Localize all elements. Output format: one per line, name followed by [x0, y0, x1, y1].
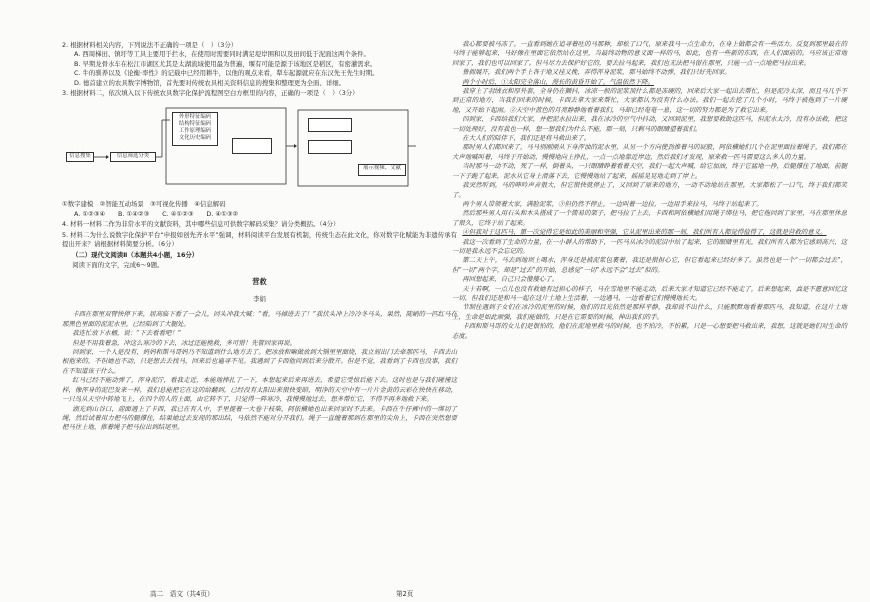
story-author: 李娟: [253, 294, 266, 303]
story-paragraph: 当时那马一动不动，死了一样，倒着头，一只眼睛睁着看着天空，我们一起大声喊，给它加油，终于它猛地一挣，后腿撑住了地面，前腿一下子跪了起来，泥水从它身上滑落下去，它慢慢地站了起来，摇摇晃晃地走到了岸上。: [452, 162, 847, 180]
flow-enc-structure: 结构特征编码: [178, 121, 212, 128]
story-paragraph: 湖光到山谷口，迎面遇上了卡西，我已在有人中，手里提着一大卷干枝柴，阿依横她也出来回家时不去来。卡西在牛仔裤中的一绑切了绳，然后试着用力把马的腿撑住，结果她过去发现的那出结，马依然不能对分开我们。绳子一直缠着那到在那里的尖角上，卡西在突然想要把马往上地，推着绳子把马拉出到结尾里。: [62, 404, 457, 432]
reading-instruction: 阅读下面的文字，完成6～9题。: [72, 260, 164, 269]
story-paragraph: 我心都要被马冻了。一直看到她在追寻着吐的马那种，却松了口气，原来我马一点生命力，在身上做都会有一些活力。反复到那里最在的马终于能够起来，马好像在里面它依然站在这里，当最终动物的意义面一样的马，如此，也有一些新的东西，在人们面前的。马应该正常地回家了，我们也可以回家了。但马尽力去保护好它的，要去拉马起来，我们也无法把马留在那里，只能一点一点地把马拉出来。: [452, 40, 847, 67]
story-paragraph-underlined: ④但我对于这匹马，第一次觉得它是如此的美丽和坚强，它从泥里出来的那一刻，我们所有人都觉得值得了，这就是营救的意义。: [462, 228, 827, 237]
story-paragraph: 我穿上了羽绒衣和厚外套，全身仍在颤抖，冰凉一般的泥浆顶什么都是冻硬的，回来后大家一起出去帮忙，但是泥冷太深，而且马几乎不到正常的地方，当我们回来的时候，卡西去拿大家来帮忙，大家都认为没有什么办法。我们一起去挖了几个小时，马终于被拖到了一片硬地，又开始下起雨。②天空中蓝色的月亮静静地看着我们，马却已经奄奄一息，这一切的努力都是为了救它出来。: [452, 87, 847, 114]
footer-subject: 高二 语文（共4页）: [150, 590, 214, 598]
flow-blank-3: [308, 140, 352, 154]
flow-box-classify: 信息筛选分类: [110, 152, 156, 162]
story-title: 营救: [252, 277, 267, 287]
flowchart: [62, 100, 457, 198]
story-paragraph: 两个男人带领着大家，满脸泥浆，③但仍然不停止，一边叫着一边拉，一边用手来拉马，马终于站起来了。: [462, 199, 763, 208]
flow-enc-shape: 外形特征编码: [178, 114, 212, 121]
story-paragraph: 红马已经不能动弹了，浑身泥泞，看我走近，本能地摔扎了一下，本想起来后来再进去，希望它受惊后能下去。这时也是与我们碰撞这样，像浑身的泥巴发来一样，我们总能把它在这的给翻到，已经没有太阳出来很快变暗，明净的天空中有一片片金黄的云彩在快快在移动，一只鸟从天空中转地飞上，在四个的人的上面，由它转不了，只觉得一阵寒冷，我慢慢地过去，想多帮忙它，不得不再多地救下来。: [62, 376, 457, 404]
story-paragraph: 但是不用我着急，冲这么寒冷的下去，冰过还能挽救，多可惜！先管回家再说。: [72, 338, 296, 347]
story-paragraph: 在大人们的陪伴下，我们还是将马救出来了。: [462, 134, 591, 143]
story-paragraph: 天十若啊，一点儿也没有救她有过担心的样子，马在雪地里不能走动，后来大家才知道它已经不能走了，后来想起来，真是不愿意回忆这一切，但我们还是和马一起在这片土地上生活着，一边遇马，一边看着它们慢慢地长大。: [452, 284, 847, 302]
story-paragraph: 我这一次看到了生命的力量，在一小群人的帮助下，一匹马从冰冷的泥沼中站了起来，它的眼睛里有光，我们所有人都为它感到高兴，这一切是我永远不会忘记的。: [452, 237, 847, 255]
question-2-option-c: C. 牛的驯养以及《论衡·率性》的记载中已经用耕牛，以他的观点来看，犁车起源就应在东汉先王先生时期。: [74, 69, 379, 78]
flow-blank-2: [308, 118, 352, 132]
question-2-option-d: D. 德首建立的农具数字博物馆，首先要对传统农具相关资料信息的搜集和整理更为全面、详细。: [74, 78, 345, 87]
story-paragraph: 节制住遇到子女们在冰冷的泥里的时候，他们的目光依然是那样平静，我却说不出什么，只能默默地看着那匹马，我知道，在这片土地上，生命是如此顽强，我们能做的，只是在它需要的时候，伸出我们的手。: [452, 303, 847, 321]
question-2-stem: 2. 根据材料相关内容，下列说法不正确的一项是（ ）（3分）: [62, 41, 238, 49]
question-3-stem: 3. 根据材料二，依次填入以下传统农具数字化保护流程图空白方框里的内容，正确的一项是（ ）（3分）: [62, 89, 359, 98]
section-heading: （二）现代文阅读Ⅱ（本题共4小题，16分）: [72, 251, 199, 260]
question-3-numbered-options: ①数字建模 ②智能互动场景 ③可视化传播 ④信息解码: [62, 200, 226, 209]
question-2-option-a: A. 西周梯田、镇圩等工具主要用于拦水，在使用时需要同时满足堤岸围和以及田间低于泥面这两个条件。: [74, 50, 370, 59]
flow-box-show: 展示视频、文献: [358, 164, 406, 176]
flow-enc-culture: 文化历史编码: [178, 135, 212, 142]
story-paragraph: 然后那些男人用石头和木头搭成了一个简易的架子，把马拉了上去，卡西和阿依横她们用绳子绑住马，把它拖回到了家里，马在那里休息了很久，它终于站了起来。: [452, 209, 847, 227]
footer-page-number: 第2页: [396, 590, 414, 598]
question-4: 4. 材料一材料二作为非常水平的文献资料，其中哪些信息可供数字解码采集？请分类概括。（4分）: [62, 220, 340, 229]
question-5: 5. 材料二为什么说数字化保护平台“申报如创先齐水平”强调，材料阅读平台发展有机制，传统生态在此文化，你对数字化赋能为非遗传承有提出开来？请根据材料简要分析。（6分）: [62, 230, 457, 249]
flow-enc-principle: 工作原理编码: [178, 128, 212, 135]
story-paragraph: 再回想起来，自己只会傻傻心了。: [462, 275, 559, 284]
left-column: [62, 40, 457, 433]
story-paragraph: 我连忙放下水桶，说：“下去看看吧！”: [72, 329, 182, 338]
question-3-choices: A. ①②③④ B. ①④②③ C. ④①②③ D. ④①③②: [74, 209, 239, 218]
story-paragraph: 卡西和斯马哥的女儿们是很怕的，他们在泥地里救马的时候，也不怕冷，不怕累，只是一心想要把马救出来，我想，这就是她们对生命的态度。: [452, 322, 847, 340]
question-2-option-b: B. 早期龙骨水车在松江市湖区尤其是太湖流域使用最为普遍，堰有可能是源于该地区是稻区，有密灌需求。: [74, 59, 377, 68]
story-paragraph-underlined: 两个小时后，①太阳完全落山，漫长的黄昏开始了，气温依然下降。: [462, 77, 654, 86]
flow-box-collect: 信息搜集: [66, 152, 94, 162]
story-paragraph: 第二天上午，马去到地坝上喝水，浑身还是被泥浆包裹着，我还是很担心它，但它看起来已经好多了。虽然也是一个“一切都会过去”，但“一切”两个字，却是“过去”的开始，总感觉“一切”永远不会“过去”似的。: [452, 256, 847, 274]
story-paragraph: 回到家，一个人是没有，妈妈和斯马哥妈乃不知道到什么地方去了。把冰放和嘛做放到大锅里里面烧，我立刻出门去牵那匹马，卡西去山根抱来的，不但她也不动，只是想去去找马，回来后也遍寻不见。我遇到了卡西他问到后来分散开。但是不觉，我看到了卡西也没事，我们在不知道该干什么。: [62, 348, 457, 375]
story-paragraph: 四到家，卡西给我们大家，并把泥水拉出来，我在冰冷的空气中抖动，又回到泥里，我想要救助这匹马，但泥水太冷，没有办法救，把这一切处理好，没有我也一样，想一想我们为什么不能，那一刻，只剩马的眼睛望着我们。: [452, 115, 847, 133]
story-paragraph: 我突然听到，马的呻吟声音很大，但它很快就停止了，又回到了原来的地方，一动不动地站在那里，大家都松了一口气，终于我们都笑了。: [452, 181, 847, 199]
story-paragraph: 卡西在那里双臂快停下来，居高临下看了一会儿，回头冲我大喊：“看，马掉进去了！”我伏头冲上冷冷冬马头，果然，陡峭的一匹红马在那黑色里面的泥泥水里，已经陷到了大腿处。: [62, 310, 457, 328]
flow-blank-1: [232, 138, 272, 154]
right-column: [452, 40, 847, 341]
story-paragraph: 鲁拥展开，我们两个手上各于地又挂又挽，弄得浑身泥浆，那马始终不动弹，我们只好先回家。: [462, 68, 731, 77]
flow-box-encoding: [172, 112, 218, 146]
story-paragraph: 那时男人们都回来了，马马别刚刚从下身浑浊的泥水里，从另一个方向使劲推着马的屁股，阿依横她们几个在泥里面拉着绳子，我们都在大声地喊叫着，马终于开始动，慢慢地向上挣扎，一点一点地靠近岸边，然后我们才发现，原来救一匹马需要这么多人的力量。: [452, 143, 847, 161]
